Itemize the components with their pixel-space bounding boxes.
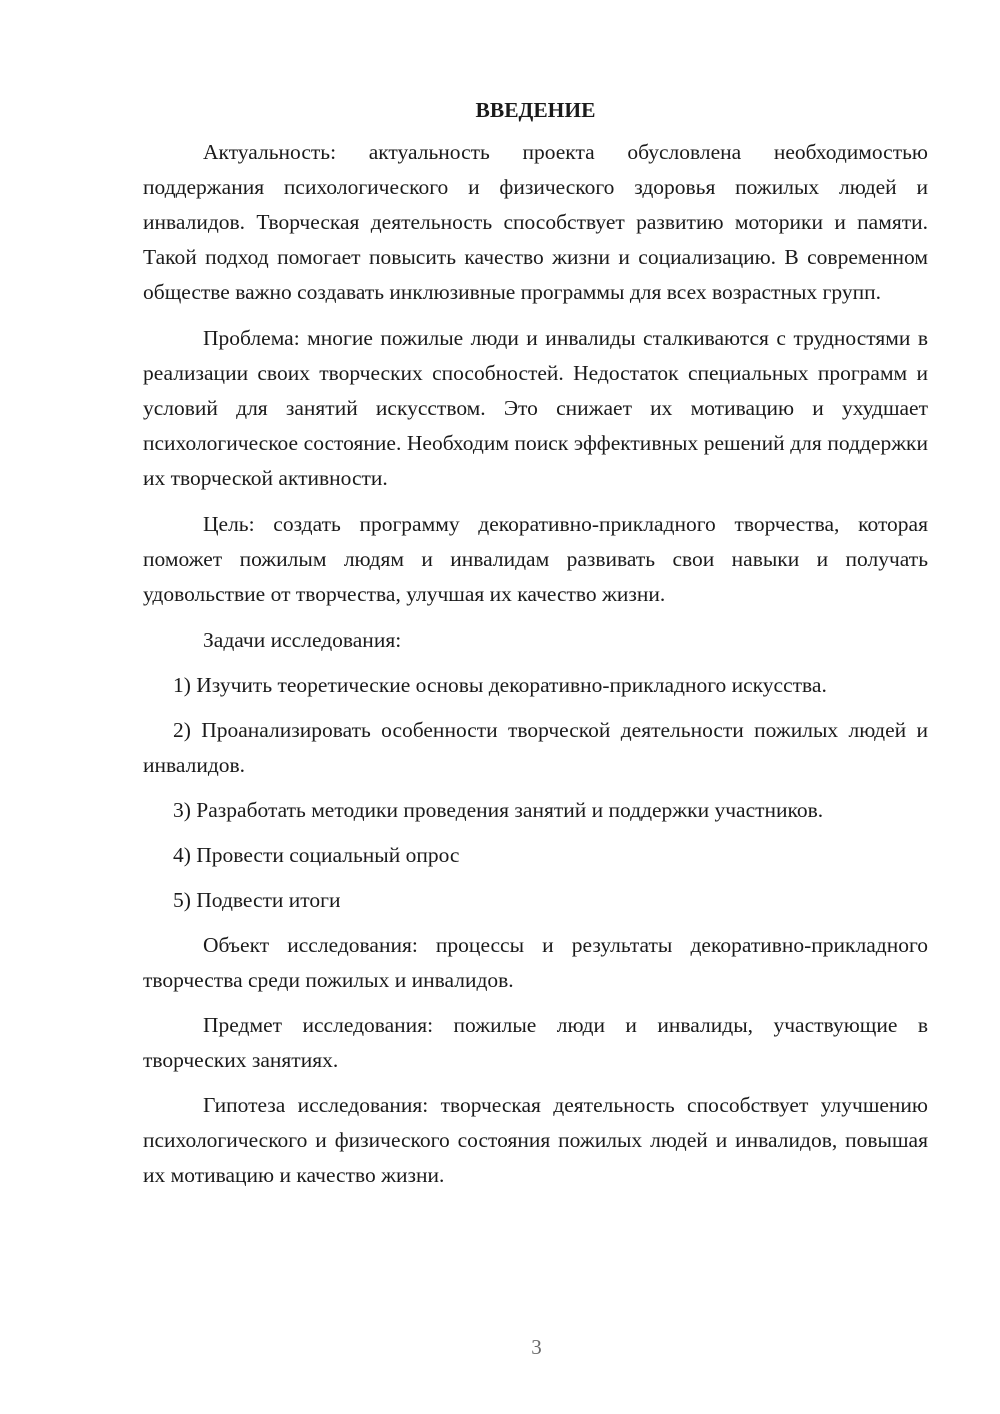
problem-paragraph: Проблема: многие пожилые люди и инвалиды сталкиваются с трудностями в реализации своих творческих способностей. Недостаток специальных программ и условий для занятий искусством. Это снижает их мотивацию и ухудшает психологическое состояние. Необходим поиск эффективных решений для поддержки их творческой активности. (143, 326, 928, 490)
task-item-5: 5) Подвести итоги (173, 888, 341, 912)
task-item-2: 2) Проанализировать особенности творческой деятельности пожилых людей и инвалидов. (143, 718, 928, 777)
subject-paragraph: Предмет исследования: пожилые люди и инвалиды, участвующие в творческих занятиях. (143, 1013, 928, 1072)
page-content (143, 94, 928, 1203)
hypothesis-paragraph: Гипотеза исследования: творческая деятельность способствует улучшению психологического и физического состояния пожилых людей и инвалидов, повышая их мотивацию и качество жизни. (143, 1093, 928, 1187)
goal-paragraph: Цель: создать программу декоративно-прикладного творчества, которая поможет пожилым людям и инвалидам развивать свои навыки и получать удовольствие от творчества, улучшая их качество жизни. (143, 512, 928, 606)
tasks-heading: Задачи исследования: (203, 628, 402, 652)
task-item-3: 3) Разработать методики проведения занятий и поддержки участников. (173, 798, 824, 822)
task-item-4: 4) Провести социальный опрос (173, 843, 460, 867)
object-paragraph: Объект исследования: процессы и результаты декоративно-прикладного творчества среди пожилых и инвалидов. (143, 933, 928, 992)
page-number: 3 (531, 1335, 542, 1359)
task-item-1: 1) Изучить теоретические основы декоративно-прикладного искусства. (173, 673, 827, 697)
section-heading: ВВЕДЕНИЕ (475, 98, 596, 122)
relevance-paragraph: Актуальность: актуальность проекта обусловлена необходимостью поддержания психологического и физического здоровья пожилых людей и инвалидов. Творческая деятельность способствует развитию моторики и памяти. Такой подход помогает повысить качество жизни и социализацию. В современном обществе важно создавать инклюзивные программы для всех возрастных групп. (143, 140, 928, 304)
